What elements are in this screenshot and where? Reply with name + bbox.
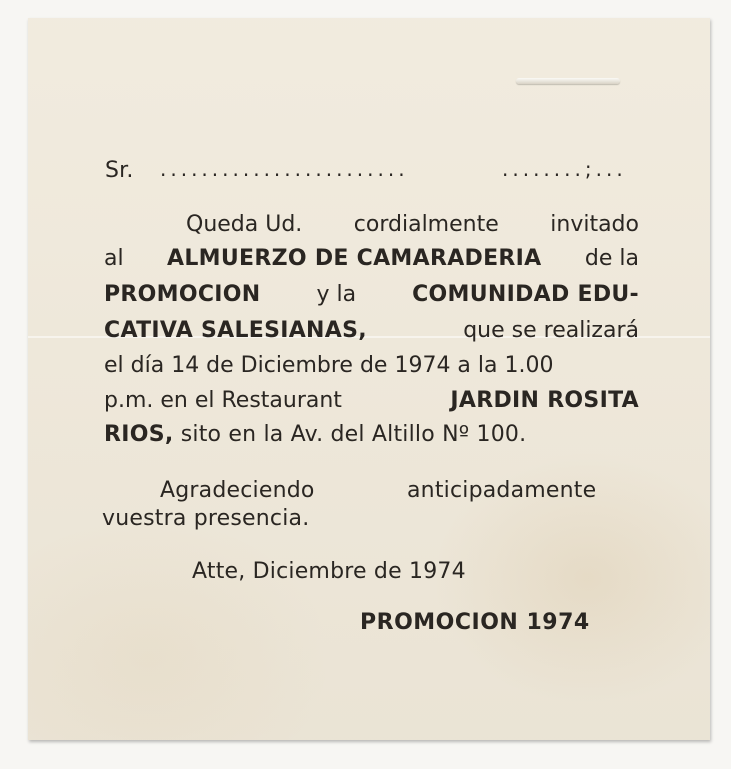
event-name: ALMUERZO DE CAMARADERIA: [167, 246, 542, 271]
body-line-7: [104, 422, 526, 447]
event-date: el día 14 de Diciembre de 1974 a la 1.00: [104, 353, 554, 378]
text-span: y la: [316, 282, 357, 307]
thanks-line-2: vuestra presencia.: [102, 506, 310, 531]
text-span: que se realizará: [463, 318, 639, 343]
body-line-5: [104, 353, 639, 378]
text-span: p.m. en el Restaurant: [104, 388, 342, 413]
body-line-4: [104, 318, 639, 343]
venue-name: JARDIN ROSITA: [450, 388, 639, 413]
text-span: Queda Ud.: [186, 212, 303, 237]
text-span: de la: [584, 246, 639, 271]
signature: PROMOCION 1974: [360, 610, 590, 635]
thanks-line-1a: Agradeciendo: [160, 478, 315, 503]
body-line-2: [104, 246, 639, 271]
name-blank-dots: ........................: [160, 157, 409, 181]
text-span: invitado: [550, 212, 639, 237]
venue-address: sito en la Av. del Altillo Nº 100.: [180, 422, 527, 447]
text-span: al: [104, 246, 124, 271]
body-line-6: [104, 388, 639, 413]
staple: [516, 78, 620, 84]
salutation: Sr.: [105, 158, 134, 183]
name-blank-dots-end: ........;...: [502, 157, 627, 181]
body-line-3: [104, 282, 639, 307]
promotion-name: PROMOCION: [104, 282, 261, 307]
venue-name-cont: RIOS,: [104, 422, 174, 447]
community-name-cont: CATIVA SALESIANAS,: [104, 318, 367, 343]
closing-date: Atte, Diciembre de 1974: [192, 559, 466, 584]
text-span: cordialmente: [353, 212, 499, 237]
body-line-1: [186, 212, 639, 237]
thanks-line-1b: anticipadamente: [407, 478, 597, 503]
community-name: COMUNIDAD EDU-: [412, 282, 639, 307]
